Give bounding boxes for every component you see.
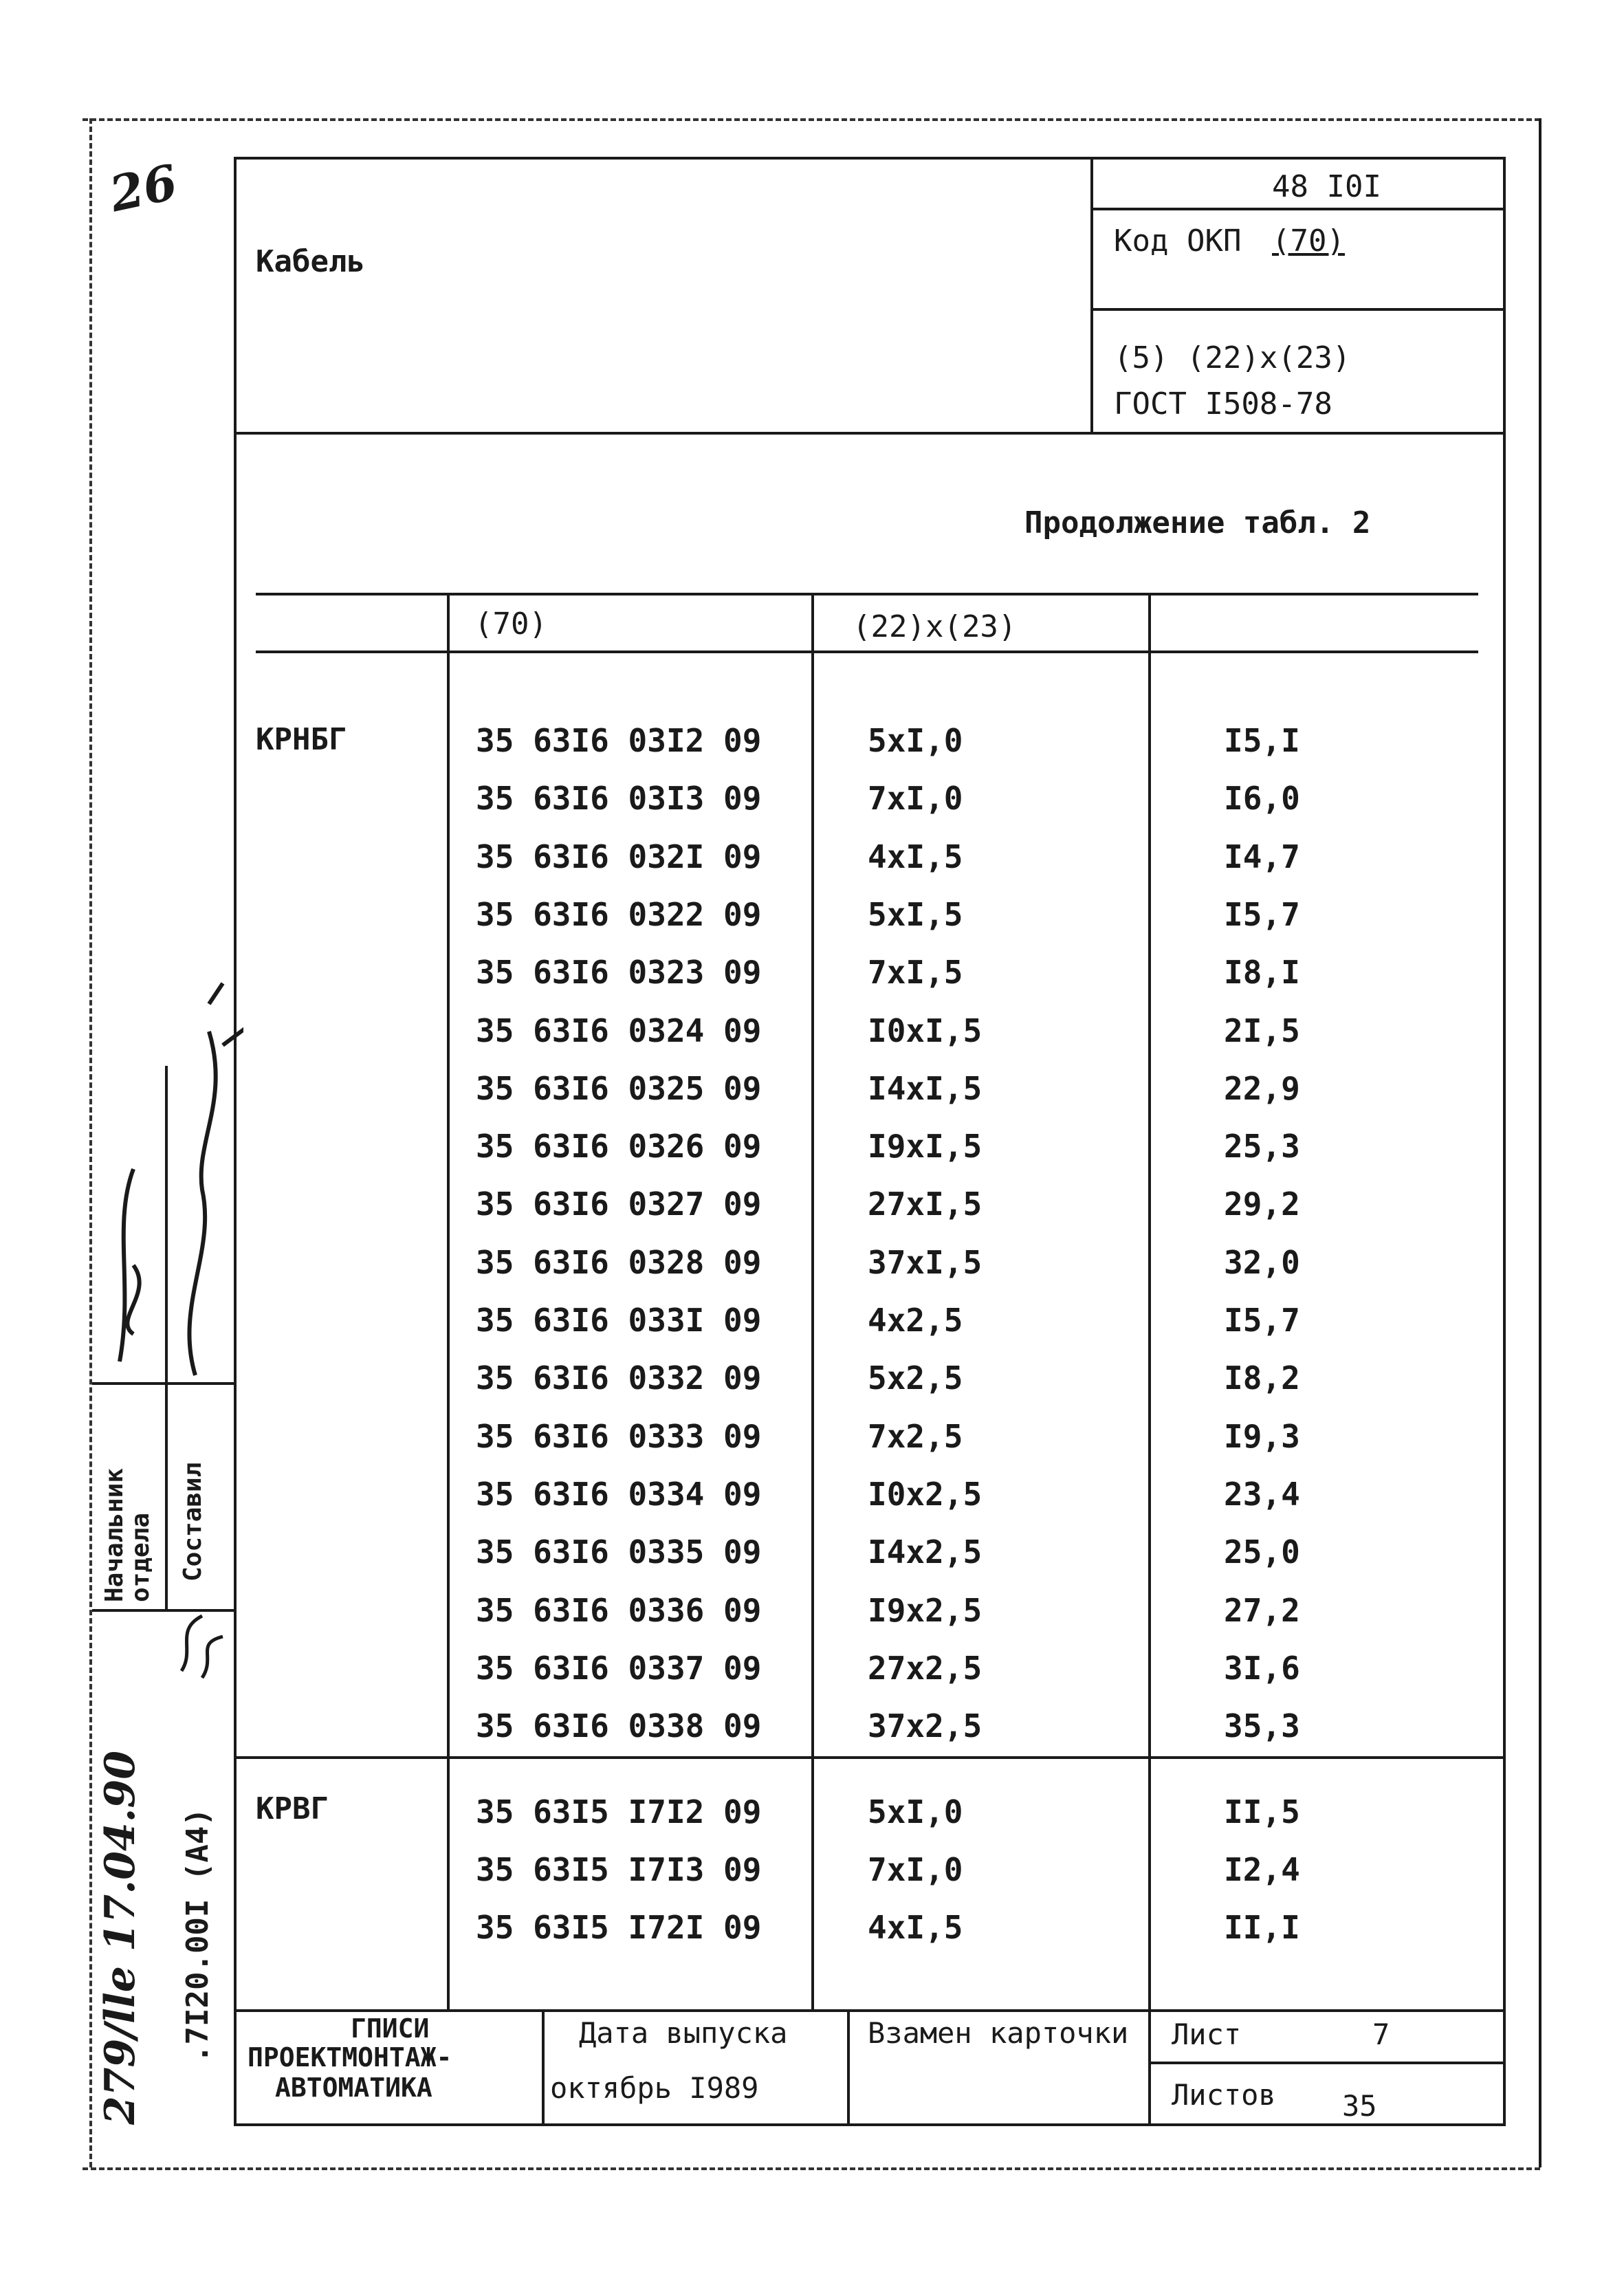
table-row xyxy=(0,1244,1624,1302)
conductor-size: 7xI,0 xyxy=(868,780,963,818)
row-value: 23,4 xyxy=(1224,1475,1300,1513)
footer-divider-1 xyxy=(542,2009,545,2123)
conductor-size: 27xI,5 xyxy=(868,1185,983,1223)
signature-head xyxy=(120,1169,140,1362)
conductor-size: 4x2,5 xyxy=(868,1302,963,1339)
continuation-label: Продолжение табл. 2 xyxy=(1024,505,1371,540)
sheet-value: 7 xyxy=(1372,2018,1390,2051)
conductor-size: I0x2,5 xyxy=(868,1475,983,1513)
row-value: 25,3 xyxy=(1224,1128,1300,1166)
conductor-size: I0xI,5 xyxy=(868,1012,983,1049)
product-code: 35 63I6 0332 09 xyxy=(476,1359,762,1397)
card-top xyxy=(234,157,1506,160)
conductor-size: 5x2,5 xyxy=(868,1359,963,1397)
release-date: октябрь I989 xyxy=(550,2071,759,2105)
signature-author xyxy=(189,983,243,1375)
product-code: 35 63I6 0328 09 xyxy=(476,1243,762,1281)
table-row xyxy=(0,838,1624,896)
designation-line2: ГОСТ I508-78 xyxy=(1114,386,1332,422)
sheet-label: Лист xyxy=(1172,2018,1242,2051)
row-value: 25,0 xyxy=(1224,1533,1300,1571)
conductor-size: I9xI,5 xyxy=(868,1128,983,1166)
table-row xyxy=(0,1185,1624,1243)
doc-number-line xyxy=(1090,208,1506,210)
product-code: 35 63I6 0323 09 xyxy=(476,954,762,992)
product-code: 35 63I6 0335 09 xyxy=(476,1533,762,1571)
group-separator xyxy=(234,1756,1506,1759)
group-name: КРНБГ xyxy=(256,722,347,757)
product-code: 35 63I6 03I2 09 xyxy=(476,722,762,759)
conductor-size: 7x2,5 xyxy=(868,1417,963,1455)
row-value: 2I,5 xyxy=(1224,1012,1300,1049)
row-value: II,I xyxy=(1224,1909,1300,1946)
row-value: I5,I xyxy=(1224,722,1300,759)
product-code: 35 63I6 0333 09 xyxy=(476,1417,762,1455)
replaces-label: Взамен карточки xyxy=(868,2016,1129,2050)
okp-code: (70) xyxy=(1272,223,1345,259)
row-value: 29,2 xyxy=(1224,1185,1300,1223)
conductor-size: 4xI,5 xyxy=(868,1909,963,1946)
designation-line1: (5) (22)x(23) xyxy=(1114,340,1351,375)
okp-line xyxy=(1090,308,1506,311)
top-border xyxy=(83,118,1540,121)
bottom-border xyxy=(83,2167,1540,2170)
product-code: 35 63I6 0325 09 xyxy=(476,1069,762,1107)
table-row xyxy=(0,722,1624,780)
conductor-size: I9x2,5 xyxy=(868,1591,983,1629)
product-code: 35 63I5 I72I 09 xyxy=(476,1909,762,1946)
product-code: 35 63I6 033I 09 xyxy=(476,1302,762,1339)
row-value: I8,I xyxy=(1224,954,1300,992)
org-line3: АВТОМАТИКА xyxy=(275,2073,432,2103)
row-value: 32,0 xyxy=(1224,1243,1300,1281)
signature-check xyxy=(182,1616,223,1678)
org-line2: ПРОЕКТМОНТАЖ- xyxy=(248,2042,452,2073)
row-value: I2,4 xyxy=(1224,1851,1300,1888)
doc-number: 48 I0I xyxy=(1272,169,1381,204)
column-header-code: (70) xyxy=(474,606,547,642)
product-code: 35 63I6 0334 09 xyxy=(476,1475,762,1513)
table-row xyxy=(0,1851,1624,1909)
table-row xyxy=(0,1070,1624,1128)
row-value: I5,7 xyxy=(1224,895,1300,933)
okp-label: Код ОКП xyxy=(1114,223,1242,259)
table-row xyxy=(0,1533,1624,1591)
conductor-size: 27x2,5 xyxy=(868,1649,983,1687)
footer-top-line xyxy=(234,2009,1506,2012)
product-name: Кабель xyxy=(256,244,365,279)
footer-bottom-line xyxy=(234,2123,1506,2126)
table-row xyxy=(0,1592,1624,1650)
org-line1: ГПИСИ xyxy=(351,2013,430,2044)
row-value: I5,7 xyxy=(1224,1302,1300,1339)
sheets-value: 35 xyxy=(1342,2089,1377,2123)
conductor-size: I4xI,5 xyxy=(868,1069,983,1107)
table-row xyxy=(0,1128,1624,1185)
table-row xyxy=(0,1359,1624,1417)
product-code: 35 63I6 032I 09 xyxy=(476,838,762,875)
table-row xyxy=(0,896,1624,954)
table-row xyxy=(0,954,1624,1012)
table-row xyxy=(0,1793,1624,1851)
role-author: Составил xyxy=(179,1462,207,1582)
header-bottom-line xyxy=(234,432,1506,435)
conductor-size: I4x2,5 xyxy=(868,1533,983,1571)
sheet-line xyxy=(1148,2062,1506,2064)
footer-divider-2 xyxy=(847,2009,850,2123)
product-code: 35 63I6 03I3 09 xyxy=(476,780,762,818)
header-divider xyxy=(1090,157,1093,432)
signatures xyxy=(92,963,243,1733)
product-code: 35 63I6 0327 09 xyxy=(476,1185,762,1223)
product-code: 35 63I5 I7I2 09 xyxy=(476,1793,762,1830)
corner-mark: 26 xyxy=(105,153,182,223)
conductor-size: 5xI,0 xyxy=(868,722,963,759)
row-value: I4,7 xyxy=(1224,838,1300,875)
conductor-size: 4xI,5 xyxy=(868,838,963,875)
table-row xyxy=(0,1418,1624,1476)
row-value: I8,2 xyxy=(1224,1359,1300,1397)
table-row xyxy=(0,1476,1624,1533)
footer-divider-3 xyxy=(1148,2009,1151,2123)
table-row xyxy=(0,1012,1624,1070)
row-value: 35,3 xyxy=(1224,1707,1300,1745)
product-code: 35 63I6 0322 09 xyxy=(476,895,762,933)
conductor-size: 7xI,0 xyxy=(868,1851,963,1888)
group-name: КРВГ xyxy=(256,1791,329,1826)
conductor-size: 37xI,5 xyxy=(868,1243,983,1281)
column-header-size: (22)x(23) xyxy=(853,609,1017,644)
product-code: 35 63I6 0326 09 xyxy=(476,1128,762,1166)
product-code: 35 63I6 0336 09 xyxy=(476,1591,762,1629)
row-value: II,5 xyxy=(1224,1793,1300,1830)
role-head: Начальник отдела xyxy=(100,1467,155,1602)
table-row xyxy=(0,1650,1624,1707)
table-header-line xyxy=(256,651,1478,653)
product-code: 35 63I6 0337 09 xyxy=(476,1649,762,1687)
table-top-line xyxy=(256,593,1478,595)
product-code: 35 63I5 I7I3 09 xyxy=(476,1851,762,1888)
handwritten-date: 279/lle 17.04.90 xyxy=(96,1750,144,2125)
row-value: I6,0 xyxy=(1224,780,1300,818)
product-code: 35 63I6 0338 09 xyxy=(476,1707,762,1745)
release-label: Дата выпуска xyxy=(579,2016,788,2050)
format-mark: .7I20.00I (A4) xyxy=(180,1808,215,2063)
row-value: I9,3 xyxy=(1224,1417,1300,1455)
table-row xyxy=(0,1909,1624,1967)
conductor-size: 5xI,5 xyxy=(868,895,963,933)
conductor-size: 37x2,5 xyxy=(868,1707,983,1745)
product-code: 35 63I6 0324 09 xyxy=(476,1012,762,1049)
sheets-label: Листов xyxy=(1172,2078,1276,2112)
row-value: 3I,6 xyxy=(1224,1649,1300,1687)
row-value: 27,2 xyxy=(1224,1591,1300,1629)
conductor-size: 7xI,5 xyxy=(868,954,963,992)
row-value: 22,9 xyxy=(1224,1069,1300,1107)
table-row xyxy=(0,1302,1624,1359)
table-row xyxy=(0,780,1624,838)
conductor-size: 5xI,0 xyxy=(868,1793,963,1830)
